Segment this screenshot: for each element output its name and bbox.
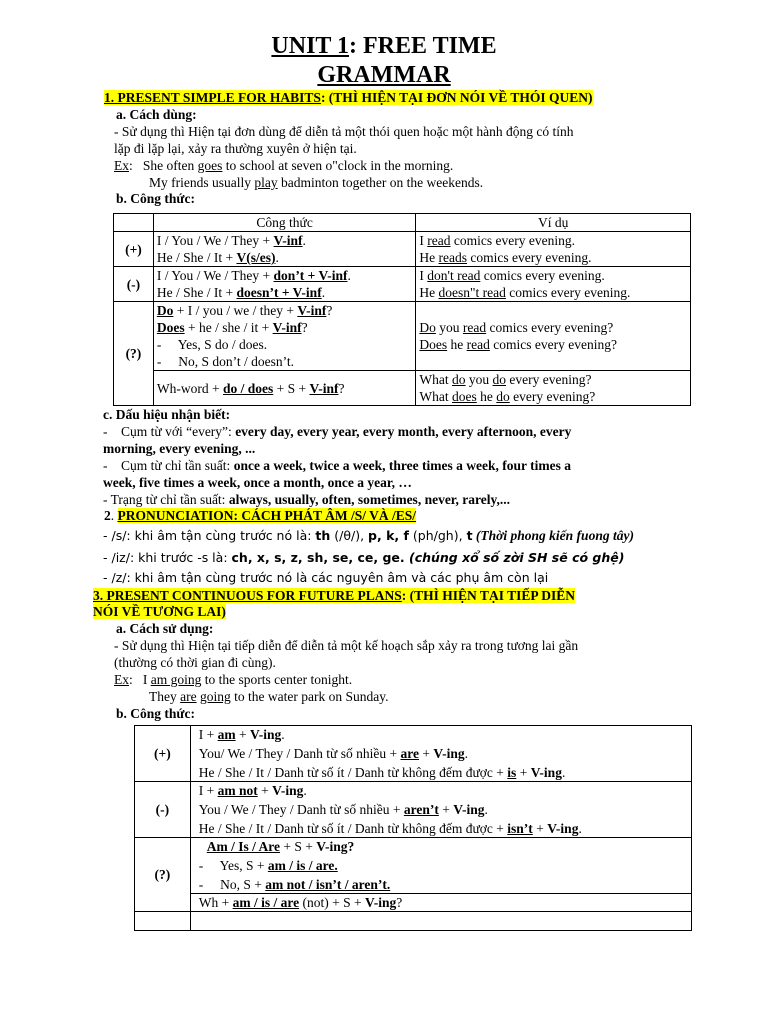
section1-example1: Ex: She often goes to school at seven o"clock in the morning. — [114, 158, 454, 173]
section1-heading-main: 1. PRESENT SIMPLE FOR HABITS — [104, 90, 321, 105]
section1-formula-title: b. Công thức: — [116, 191, 195, 206]
table-row-wh — [135, 894, 692, 912]
positive-formula: I + am + V-ing. You/ We / They / Danh từ số nhiều + are + V-ing. He / She / It / Danh từ số ít / Danh từ không đếm được + is + V-ing. — [190, 726, 691, 782]
ex-text: to school at seven o"clock in the morning. — [222, 158, 454, 173]
row-label-positive: (+) — [114, 232, 154, 267]
row-label-negative: (-) — [135, 782, 191, 838]
empty-cell — [190, 912, 691, 931]
signs-frequency-cont: week, five times a week, once a month, once a year, … — [103, 475, 412, 490]
table-row-negative — [135, 782, 692, 838]
title-rest: : FREE TIME — [349, 33, 497, 59]
ex-verb: goes — [197, 158, 223, 173]
signs-frequency: - Cụm từ chỉ tần suất: once a week, twice a week, three times a week, four times a — [103, 458, 571, 473]
table-row-wh — [114, 371, 691, 406]
header-example: Ví dụ — [416, 214, 691, 232]
title-unit: UNIT 1 — [271, 33, 349, 59]
section2-heading: 2. PRONUNCIATION: CÁCH PHÁT ÂM /S/ VÀ /ES/ — [104, 508, 417, 523]
positive-formula: I / You / We / They + V-inf. He / She / It + V(s/es). — [153, 232, 416, 267]
signs-every-cont: morning, every evening, ... — [103, 441, 256, 456]
section1-usage-line1: - Sử dụng thì Hiện tại đơn dùng để diễn tả một thói quen hoặc một hành động có tính — [114, 124, 574, 139]
section3-heading-line2: NÓI VỀ TƯƠNG LAI) — [93, 604, 226, 619]
section3-example2: They are going to the water park on Sunday. — [149, 689, 389, 704]
section3-usage-line1: - Sử dụng thì Hiện tại tiếp diễn để diễn tả một kế hoạch sắp xảy ra trong tương lai gần — [114, 638, 579, 653]
section3-formula-title: b. Công thức: — [116, 706, 195, 721]
signs-every: - Cụm từ với “every”: every day, every year, every month, every afternoon, every — [103, 424, 572, 439]
row-label-positive: (+) — [135, 726, 191, 782]
row-label-question: (?) — [135, 838, 191, 912]
table-corner — [114, 214, 154, 232]
table-row-empty — [135, 912, 692, 931]
table-header-row — [114, 214, 691, 232]
section1-usage-line2: lặp đi lặp lại, xảy ra thường xuyên ở hiện tại. — [114, 141, 357, 156]
pronunciation-iz: - /iz/: khi trước -s là: ch, x, s, z, sh, se, ce, ge. (chúng xổ số zời SH sẽ có ghệ) — [103, 550, 625, 565]
present-simple-table — [113, 213, 691, 406]
pronunciation-z: - /z/: khi âm tận cùng trước nó là các nguyên âm và các phụ âm còn lại — [103, 570, 549, 585]
grammar-title — [0, 62, 768, 88]
negative-example: I don't read comics every evening. He doesn"t read comics every evening. — [416, 267, 691, 302]
section1-signs-title: c. Dấu hiệu nhận biết: — [103, 407, 231, 422]
ex-verb: play — [254, 175, 278, 190]
page-title — [0, 33, 768, 59]
header-formula: Công thức — [153, 214, 416, 232]
section3-example1: Ex: I am going to the sports center tonight. — [114, 672, 353, 687]
present-continuous-table — [134, 725, 692, 931]
wh-example: What do you do every evening? What does he do every evening? — [416, 371, 691, 406]
pronunciation-s: - /s/: khi âm tận cùng trước nó là: th (/θ/), p, k, f (ph/gh), t (Thời phong kiến fuong tây) — [103, 528, 634, 543]
question-formula: Am / Is / Are + S + V-ing? - Yes, S + am / is / are. - No, S + am not / isn’t / aren’t. — [190, 838, 691, 894]
positive-example: I read comics every evening. He reads comics every evening. — [416, 232, 691, 267]
table-row-question — [114, 302, 691, 371]
ex-text: badminton together on the weekends. — [277, 175, 484, 190]
empty-cell — [135, 912, 191, 931]
ex-text: My friends usually — [149, 175, 255, 190]
row-label-question: (?) — [114, 302, 154, 406]
section3-usage-title: a. Cách sử dụng: — [116, 621, 214, 636]
ex-text: She often — [142, 158, 198, 173]
negative-formula: I / You / We / They + don’t + V-inf. He / She / It + doesn’t + V-inf. — [153, 267, 416, 302]
section1-heading — [104, 89, 593, 106]
section3-usage-line2: (thường có thời gian đi cùng). — [114, 655, 276, 670]
question-example: Do you read comics every evening? Does he read comics every evening? — [416, 302, 691, 371]
table-row-question — [135, 838, 692, 894]
ex-label: Ex — [114, 158, 129, 173]
question-formula: Do + I / you / we / they + V-inf? Does + he / she / it + V-inf? - Yes, S do / does. - No, S don’t / doesn’t. — [153, 302, 416, 371]
grammar-title-text: GRAMMAR — [317, 62, 451, 88]
section3-heading: 3. PRESENT CONTINUOUS FOR FUTURE PLANS: (THÌ HIỆN TẠI TIẾP DIỄN — [93, 588, 575, 603]
negative-formula: I + am not + V-ing. You / We / They / Danh từ số nhiều + aren’t + V-ing. He / She / It / Danh từ số ít / Danh từ không đếm được + isn’t + V-ing. — [190, 782, 691, 838]
section1-example2 — [149, 174, 483, 191]
wh-formula: Wh-word + do / does + S + V-inf? — [153, 371, 416, 406]
table-row-positive — [135, 726, 692, 782]
wh-formula: Wh + am / is / are (not) + S + V-ing? — [190, 894, 691, 912]
section1-usage-title: a. Cách dùng: — [116, 107, 197, 122]
row-label-negative: (-) — [114, 267, 154, 302]
table-row-positive — [114, 232, 691, 267]
section1-heading-sub: : (THÌ HIỆN TẠI ĐƠN NÓI VỀ THÓI QUEN) — [320, 90, 593, 105]
table-row-negative — [114, 267, 691, 302]
signs-adverbs: - Trạng từ chỉ tần suất: always, usually, often, sometimes, never, rarely,... — [103, 492, 511, 507]
